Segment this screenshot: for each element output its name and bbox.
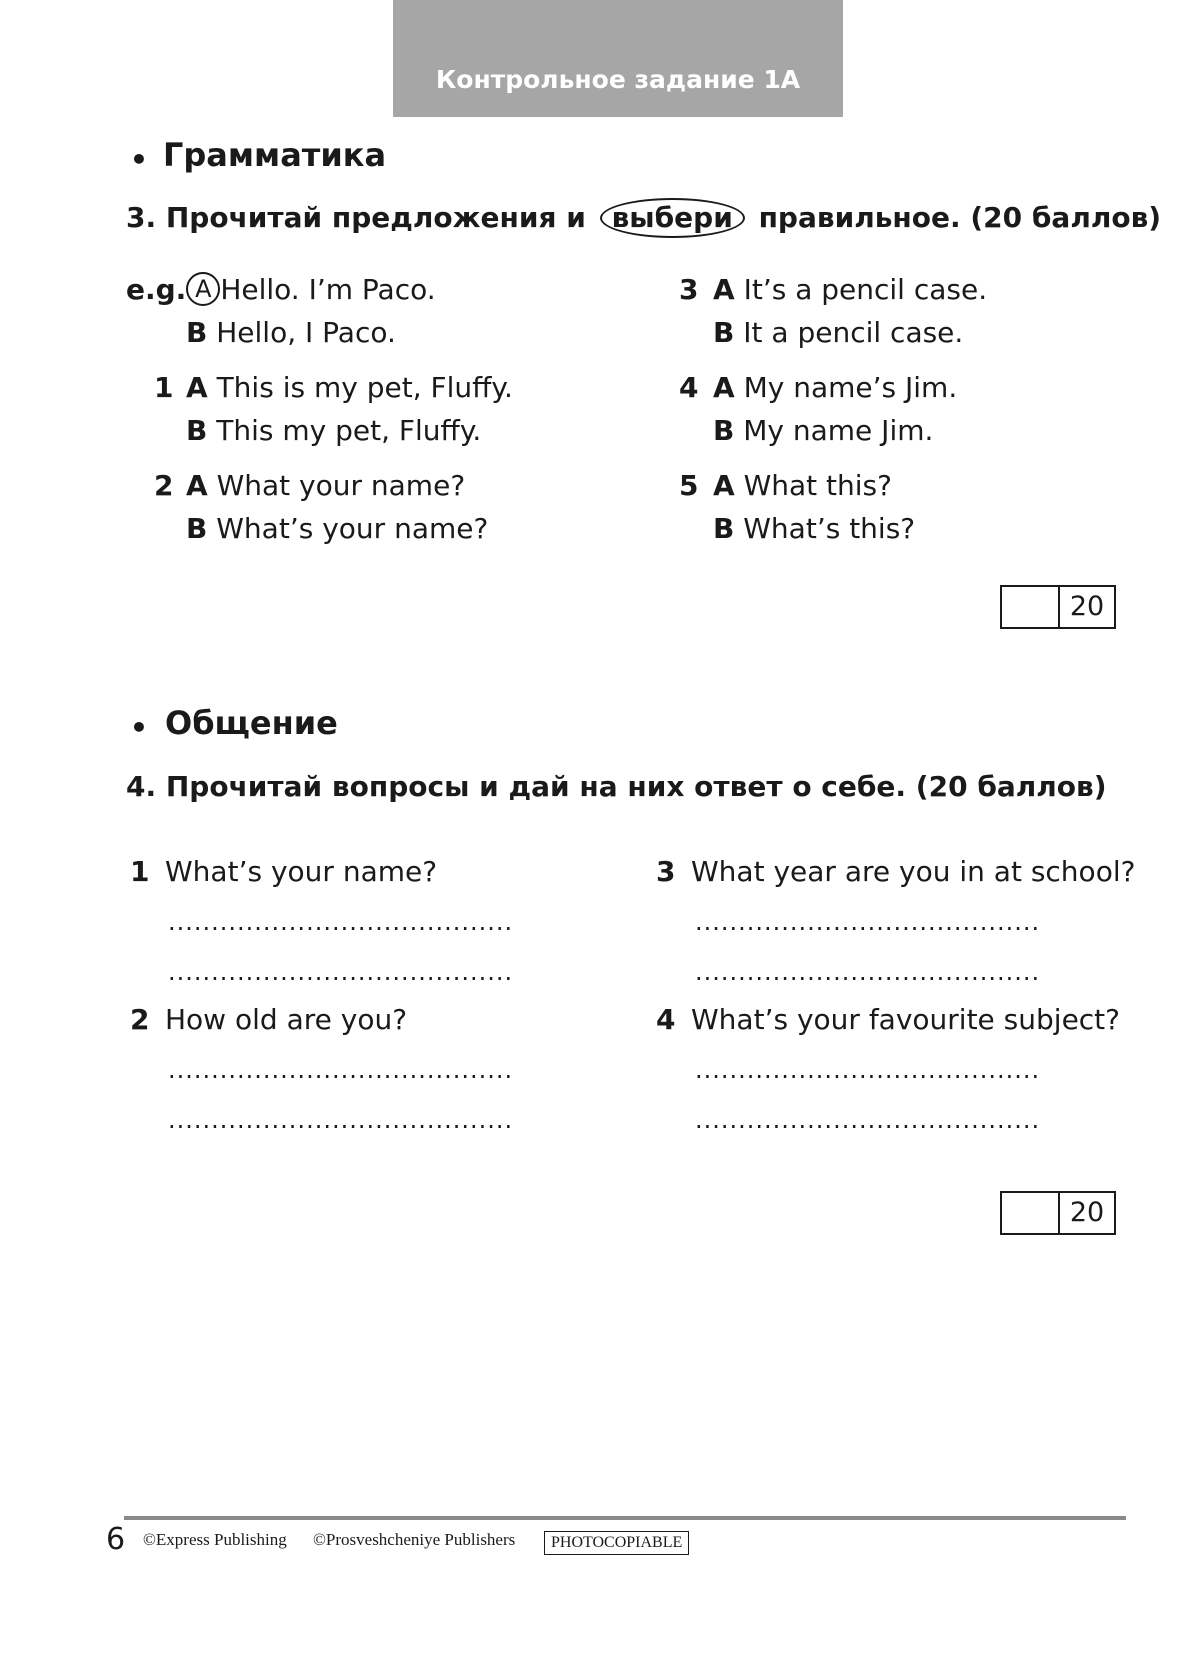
- question-3-text: What year are you in at school?: [691, 855, 1136, 888]
- grammar-item-1-a: [186, 368, 513, 408]
- option-text: My name Jim.: [743, 414, 934, 447]
- grammar-item-3-number: 3: [679, 273, 699, 306]
- grammar-task-number: 3.: [126, 201, 157, 234]
- copyright-express: ©Express Publishing: [143, 1530, 287, 1549]
- grammar-item-2-b: [186, 509, 488, 549]
- example-b-letter: B: [186, 316, 208, 349]
- score-entry-field[interactable]: [1002, 1193, 1060, 1233]
- option-letter-a: A: [713, 273, 735, 306]
- question-4-text: What’s your favourite subject?: [691, 1003, 1121, 1036]
- option-text: This is my pet, Fluffy.: [216, 371, 513, 404]
- grammar-item-1-number: 1: [154, 371, 174, 404]
- communication-bullet: •: [130, 711, 148, 744]
- answer-line[interactable]: ........................................: [695, 908, 1041, 936]
- grammar-item-5-b: [713, 509, 915, 549]
- option-letter-b: B: [713, 512, 735, 545]
- score-entry-field[interactable]: [1002, 587, 1060, 627]
- option-letter-a: A: [186, 371, 208, 404]
- example-a-text: Hello. I’m Paco.: [220, 273, 436, 306]
- grammar-task-title: [126, 198, 1161, 238]
- header-tab: [393, 0, 843, 117]
- example-line-b: [186, 313, 396, 353]
- grammar-item-5-number: 5: [679, 469, 699, 502]
- answer-line[interactable]: ........................................: [695, 958, 1041, 986]
- option-text: It a pencil case.: [743, 316, 964, 349]
- grammar-item-2-number: 2: [154, 469, 174, 502]
- grammar-item-4-number: 4: [679, 371, 699, 404]
- grammar-bullet: •: [130, 143, 148, 176]
- example-b-text: Hello, I Paco.: [216, 316, 396, 349]
- option-text: It’s a pencil case.: [743, 273, 988, 306]
- question-2-number: 2: [130, 1003, 150, 1036]
- example-circled-answer: A: [186, 272, 220, 306]
- grammar-section-title: Грамматика: [163, 136, 387, 174]
- answer-line[interactable]: ........................................: [695, 1106, 1041, 1134]
- page-number: 6: [106, 1522, 126, 1557]
- answer-line[interactable]: ........................................: [168, 958, 514, 986]
- grammar-item-5-a: [713, 466, 892, 506]
- grammar-item-2-a: [186, 466, 465, 506]
- option-letter-a: A: [186, 469, 208, 502]
- photocopiable-badge: PHOTOCOPIABLE: [544, 1531, 689, 1555]
- grammar-score-box[interactable]: [1000, 585, 1116, 629]
- answer-line[interactable]: ........................................: [168, 908, 514, 936]
- example-label: e.g.: [126, 273, 187, 306]
- option-text: What this?: [743, 469, 892, 502]
- option-letter-a: A: [713, 469, 735, 502]
- option-letter-b: B: [186, 414, 208, 447]
- grammar-task-text-after: правильное. (20 баллов): [758, 201, 1162, 234]
- option-letter-a: A: [713, 371, 735, 404]
- option-text: What’s your name?: [216, 512, 489, 545]
- communication-section-title: Общение: [165, 704, 338, 742]
- question-2-text: How old are you?: [165, 1003, 408, 1036]
- communication-score-box[interactable]: [1000, 1191, 1116, 1235]
- answer-line[interactable]: ........................................: [168, 1106, 514, 1134]
- option-letter-b: B: [186, 512, 208, 545]
- communication-task-title: 4. Прочитай вопросы и дай на них ответ о себе. (20 баллов): [126, 770, 1107, 803]
- grammar-item-4-a: [713, 368, 957, 408]
- question-3-number: 3: [656, 855, 676, 888]
- copyright-prosveshcheniye: ©Prosveshcheniye Publishers: [313, 1530, 516, 1549]
- grammar-item-4-b: [713, 411, 933, 451]
- question-1-text: What’s your name?: [165, 855, 438, 888]
- option-text: What’s this?: [743, 512, 916, 545]
- option-letter-b: B: [713, 414, 735, 447]
- answer-line[interactable]: ........................................: [168, 1056, 514, 1084]
- grammar-item-3-b: [713, 313, 963, 353]
- header-title: Контрольное задание 1A: [435, 65, 801, 94]
- grammar-item-3-a: [713, 270, 987, 310]
- option-letter-b: B: [713, 316, 735, 349]
- grammar-item-1-b: [186, 411, 481, 451]
- option-text: This my pet, Fluffy.: [216, 414, 482, 447]
- question-1-number: 1: [130, 855, 150, 888]
- grammar-task-text-before: Прочитай предложения и: [165, 201, 586, 234]
- score-max: 20: [1069, 591, 1105, 622]
- option-text: What your name?: [216, 469, 466, 502]
- footer-rule: [124, 1516, 1126, 1520]
- option-text: My name’s Jim.: [743, 371, 958, 404]
- answer-line[interactable]: ........................................: [695, 1056, 1041, 1084]
- grammar-task-circled-word: выбери: [600, 198, 745, 238]
- example-line-a: [126, 270, 436, 310]
- score-max: 20: [1069, 1197, 1105, 1228]
- question-4-number: 4: [656, 1003, 676, 1036]
